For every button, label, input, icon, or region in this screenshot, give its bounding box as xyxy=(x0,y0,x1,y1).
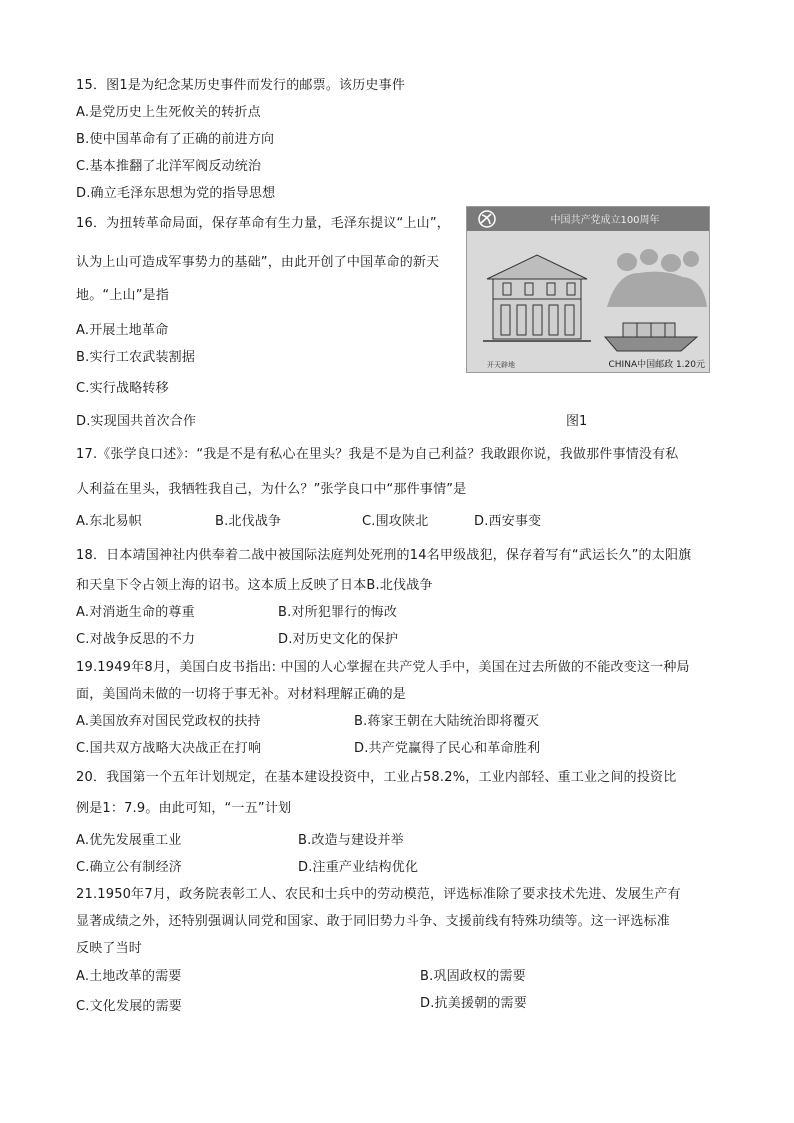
stamp-image xyxy=(466,206,710,373)
q20-stem-line1: 20．我国第一个五年计划规定，在基本建设投资中，工业占58.2%，工业内部轻、重工业之间的投资比 xyxy=(76,770,677,785)
q19-option-c: C.国共双方战略大决战正在打响 xyxy=(76,741,262,756)
q21-option-d: D.抗美援朝的需要 xyxy=(420,996,527,1011)
q20-stem-line2: 例是1：7.9。由此可知，“一五”计划 xyxy=(76,801,292,816)
q19-stem-line1: 19.1949年8月，美国白皮书指出: 中国的人心掌握在共产党人手中，美国在过去所做的不能改变这一种局 xyxy=(76,660,690,675)
q16-stem-line1: 16．为扭转革命局面，保存革命有生力量，毛泽东提议“上山”， xyxy=(76,216,451,231)
q16-option-a: A.开展土地革命 xyxy=(76,323,169,338)
q20-option-c: C.确立公有制经济 xyxy=(76,860,183,875)
q16-option-b: B.实行工农武装割据 xyxy=(76,350,196,365)
q16-option-c: C.实行战略转移 xyxy=(76,381,169,396)
crowd-drawing xyxy=(607,249,707,307)
q17-stem-line1: 17.《张学良口述》：“我是不是有私心在里头？我是不是为自己利益？我敢跟你说，我做那件事情没有私 xyxy=(76,447,679,462)
q21-option-b: B.巩固政权的需要 xyxy=(420,969,526,984)
memorial-hall-drawing xyxy=(483,255,591,341)
q18-option-a: A.对消逝生命的尊重 xyxy=(76,605,195,620)
figure-label: 图1 xyxy=(566,414,588,429)
q15-stem: 15．图1是为纪念某历史事件而发行的邮票。该历史事件 xyxy=(76,78,406,93)
q18-stem-line1: 18．日本靖国神社内供奉着二战中被国际法庭判处死刑的14名甲级战犯，保存着写有“武运长久”的太阳旗 xyxy=(76,548,692,563)
q20-option-b: B.改造与建设并举 xyxy=(298,833,404,848)
q15-option-a: A.是党历史上生死攸关的转折点 xyxy=(76,105,261,120)
q21-stem-line2: 显著成绩之外，还特别强调认同党和国家、敢于同旧势力斗争、支援前线有特殊功绩等。这一评选标准 xyxy=(76,914,671,929)
stamp-caption: 开天辟地 xyxy=(487,361,515,369)
q19-option-d: D.共产党赢得了民心和革命胜利 xyxy=(354,741,541,756)
stamp-title: 中国共产党成立100周年 xyxy=(550,215,660,226)
q16-stem-line2: 认为上山可造成军事势力的基础”，由此开创了中国革命的新天 xyxy=(76,255,440,270)
q17-option-d: D.西安事变 xyxy=(474,514,542,529)
q17-option-c: C.围攻陕北 xyxy=(362,514,429,529)
q16-stem-line3: 地。“上山”是指 xyxy=(76,288,170,303)
q16-option-d: D.实现国共首次合作 xyxy=(76,414,197,429)
stamp-country-value: CHINA中国邮政 1.20元 xyxy=(608,360,705,370)
q17-option-a: A.东北易帜 xyxy=(76,514,142,529)
q15-option-b: B.使中国革命有了正确的前进方向 xyxy=(76,132,275,147)
q18-option-b: B.对所犯罪行的悔改 xyxy=(278,605,398,620)
q19-option-b: B.蒋家王朝在大陆统治即将覆灭 xyxy=(354,714,540,729)
q18-stem-line2: 和天皇下令占领上海的诏书。这本质上反映了日本B.北伐战争 xyxy=(76,578,433,593)
q19-option-a: A.美国放弃对国民党政权的扶持 xyxy=(76,714,261,729)
q19-stem-line2: 面，美国尚未做的一切将于事无补。对材料理解正确的是 xyxy=(76,687,407,702)
q18-option-c: C.对战争反思的不力 xyxy=(76,632,196,647)
q15-option-d: D.确立毛泽东思想为党的指导思想 xyxy=(76,186,276,201)
q21-stem-line1: 21.1950年7月，政务院表彰工人、农民和士兵中的劳动模范，评选标准除了要求技术先进、发展生产有 xyxy=(76,887,681,902)
q18-option-d: D.对历史文化的保护 xyxy=(278,632,399,647)
q21-option-a: A.土地改革的需要 xyxy=(76,969,182,984)
q17-option-b: B.北伐战争 xyxy=(215,514,282,529)
q20-option-d: D.注重产业结构优化 xyxy=(298,860,419,875)
q20-option-a: A.优先发展重工业 xyxy=(76,833,182,848)
q21-stem-line3: 反映了当时 xyxy=(76,941,143,956)
q21-option-c: C.文化发展的需要 xyxy=(76,999,183,1014)
q17-stem-line2: 人利益在里头，我牺牲我自己，为什么？”张学良口中“那件事情”是 xyxy=(76,482,467,497)
red-boat-drawing xyxy=(605,323,697,351)
stamp-illustration xyxy=(467,207,709,372)
q15-option-c: C.基本推翻了北洋军阀反动统治 xyxy=(76,159,262,174)
